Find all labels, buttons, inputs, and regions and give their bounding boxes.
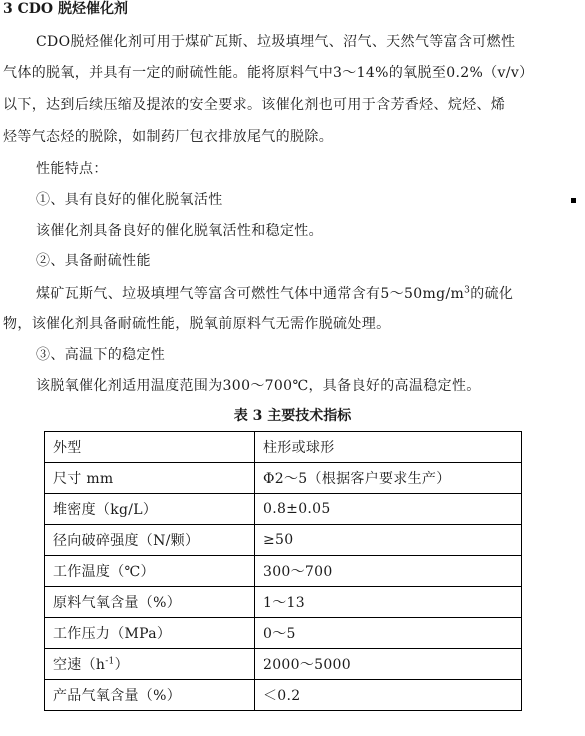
features-label: 性能特点： — [36, 161, 108, 177]
margin-mark — [571, 198, 576, 203]
spec-value: ≥50 — [255, 525, 522, 556]
spec-value: Φ2～5（根据客户要求生产） — [255, 463, 522, 494]
spec-label: 堆密度（kg/L） — [45, 494, 255, 525]
spec-value: 0～5 — [255, 618, 522, 649]
paragraph1-line1: CDO脱烃催化剂可用于煤矿瓦斯、垃圾填埋气、沼气、天然气等富含可燃性 — [36, 34, 516, 50]
spec-value: 2000～5000 — [255, 649, 522, 680]
feature2-title: ②、具备耐硫性能 — [36, 253, 151, 269]
table-row — [45, 649, 522, 680]
spec-value: 0.8±0.05 — [255, 494, 522, 525]
spec-table — [44, 431, 522, 711]
table-row — [45, 618, 522, 649]
table-row — [45, 525, 522, 556]
table-row — [45, 463, 522, 494]
spec-label: 原料气氧含量（%） — [45, 587, 255, 618]
spec-value: ＜0.2 — [255, 680, 522, 711]
spec-value: 柱形或球形 — [255, 432, 522, 463]
superscript-three: 3 — [464, 285, 471, 296]
spec-label-tail: ） — [114, 657, 129, 673]
feature3-title: ③、高温下的稳定性 — [36, 347, 166, 363]
spec-label: 工作压力（MPa） — [45, 618, 255, 649]
spec-value: 300～700 — [255, 556, 522, 587]
feature2-line2: 物，该催化剂具备耐硫性能，脱氧前原料气无需作脱硫处理。 — [3, 316, 391, 332]
table-row — [45, 587, 522, 618]
table-row — [45, 494, 522, 525]
feature2-line1-tail: 的硫化 — [470, 286, 514, 302]
feature1-title: ①、具有良好的催化脱氧活性 — [36, 192, 223, 208]
paragraph1-line4: 烃等气态烃的脱除，如制药厂包衣排放尾气的脱除。 — [3, 129, 334, 145]
feature2-line1-text: 煤矿瓦斯气、垃圾填埋气等富含可燃性气体中通常含有5～50mg/m — [36, 286, 465, 302]
spec-label: 径向破碎强度（N/颗） — [45, 525, 255, 556]
feature1-text: 该催化剂具备良好的催化脱氧活性和稳定性。 — [36, 223, 323, 239]
superscript-minus-one: -1 — [105, 656, 115, 667]
spec-label: 产品气氧含量（%） — [45, 680, 255, 711]
spec-label: 工作温度（℃） — [45, 556, 255, 587]
paragraph1-line3: 以下，达到后续压缩及提浓的安全要求。该催化剂也可用于含芳香烃、烷烃、烯 — [3, 97, 506, 113]
spec-value: 1～13 — [255, 587, 522, 618]
section-heading: 3 CDO 脱烃催化剂 — [3, 1, 128, 17]
table-caption: 表 3 主要技术指标 — [233, 408, 352, 424]
feature2-line1 — [36, 284, 513, 304]
paragraph1-line2: 气体的脱氧，并具有一定的耐硫性能。能将原料气中3～14%的氧脱至0.2%（v/v） — [3, 65, 534, 81]
table-row — [45, 432, 522, 463]
table-row — [45, 556, 522, 587]
feature3-text: 该脱氧催化剂适用温度范围为300～700℃，具备良好的高温稳定性。 — [36, 378, 481, 394]
table-row — [45, 680, 522, 711]
spec-label-text: 空速（h — [53, 657, 106, 673]
spec-label: 外型 — [45, 432, 255, 463]
spec-label: 尺寸 mm — [45, 463, 255, 494]
spec-label — [45, 649, 255, 680]
